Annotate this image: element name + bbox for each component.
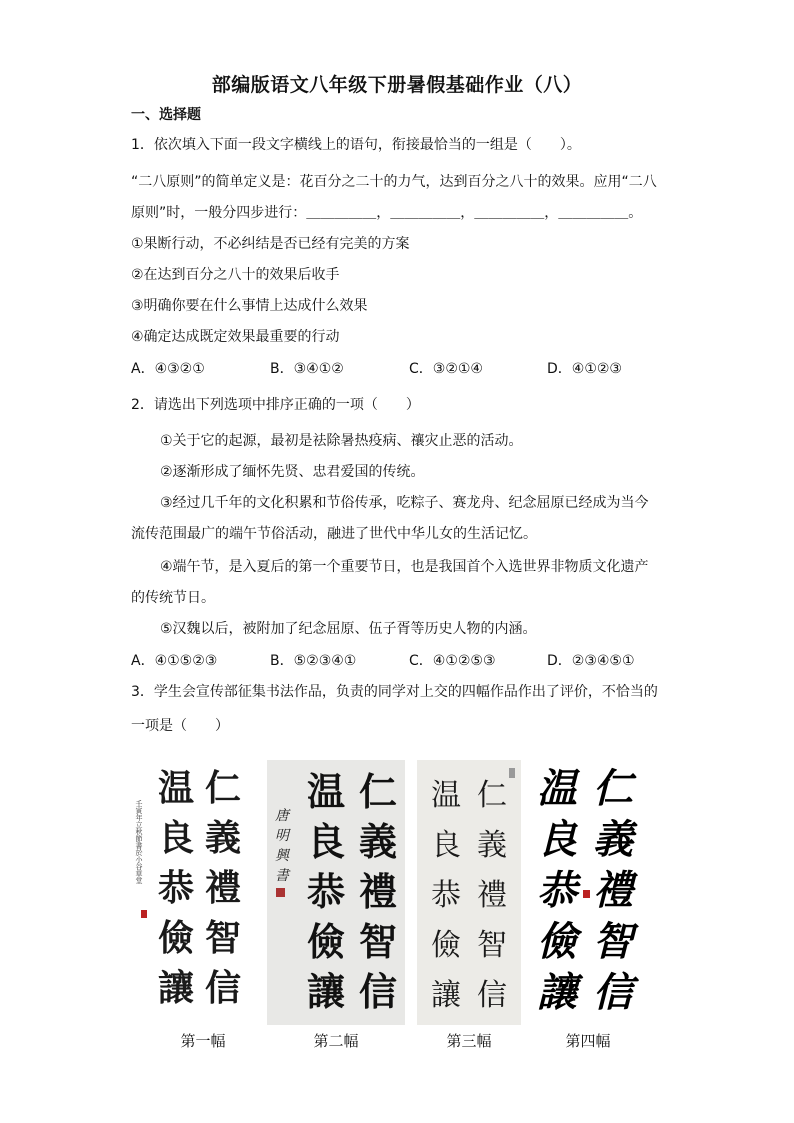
q2-line-7: ⑤汉魏以后，被附加了纪念屈原、伍子胥等历史人物的内涵。	[160, 621, 537, 637]
calligraphy-artwork-2	[267, 760, 405, 1025]
q1-item-2: ②在达到百分之八十的效果后收手	[131, 267, 340, 283]
artwork-2-right-col-char: 智	[359, 919, 398, 964]
q3-stem-line-1: 3．学生会宣传部征集书法作品，负责的同学对上交的四幅作品作出了评价，不恰当的	[131, 684, 658, 700]
artwork-3-right-col-char: 義	[477, 828, 507, 863]
q1-item-1: ①果断行动，不必纠结是否已经有完美的方案	[131, 236, 410, 252]
artwork-2-left-col-char: 温	[307, 769, 346, 814]
q2-line-5: ④端午节，是入夏后的第一个重要节日，也是我国首个入选世界非物质文化遗产	[160, 559, 649, 575]
q1-stem: 1．依次填入下面一段文字横线上的语句，衔接最恰当的一组是（ ）。	[131, 137, 581, 153]
artwork-3-caption: 第三幅	[446, 1032, 492, 1050]
q2-line-2: ②逐渐形成了缅怀先贤、忠君爱国的传统。	[160, 464, 425, 480]
q1-option-d[interactable]: D．④①②③	[547, 361, 622, 377]
calligraphy-artwork-4	[533, 760, 643, 1025]
artwork-3-right-col-char: 智	[477, 928, 507, 963]
artwork-4-right-col-char: 仁	[593, 765, 633, 812]
artwork-1-caption: 第一幅	[180, 1032, 226, 1050]
artwork-3-left-col-char: 讓	[431, 978, 461, 1013]
calligraphy-artwork-1	[133, 760, 263, 1025]
artwork-1-left-col-char: 温	[158, 767, 195, 809]
artwork-2-signature-char: 書	[275, 868, 289, 884]
q2-line-3: ③经过几千年的文化积累和节俗传承，吃粽子、赛龙舟、纪念屈原已经成为当今	[160, 495, 649, 511]
artwork-4-left-col-char: 讓	[537, 969, 577, 1016]
calligraphy-artwork-3	[417, 760, 521, 1025]
q1-item-3: ③明确你要在什么事情上达成什么效果	[131, 298, 368, 314]
artwork-2-signature-char: 明	[275, 828, 289, 844]
section-heading: 一、选择题	[131, 107, 201, 123]
artwork-3-left-col-char: 恭	[431, 878, 461, 913]
artwork-2-left-col-char: 恭	[307, 869, 346, 914]
red-seal-stamp	[141, 910, 147, 918]
artwork-1-inscription: 壬寅年立秋節書於小谷草堂	[135, 800, 143, 884]
q1-option-c[interactable]: C．③②①④	[409, 361, 483, 377]
artwork-4-right-col-char: 信	[593, 969, 633, 1016]
artwork-2-right-col-char: 義	[359, 819, 398, 864]
seal-stamp	[509, 768, 515, 778]
artwork-2-caption: 第二幅	[313, 1032, 359, 1050]
artwork-4-left-col-char: 良	[537, 816, 577, 863]
q2-stem: 2．请选出下列选项中排序正确的一项（ ）	[131, 397, 420, 413]
q1-paragraph-line-2: 原则”时，一般分四步进行：＿＿＿＿＿，＿＿＿＿＿，＿＿＿＿＿，＿＿＿＿＿。	[131, 205, 643, 221]
q2-option-d[interactable]: D．②③④⑤①	[547, 653, 635, 669]
artwork-1-left-col-char: 良	[158, 817, 195, 859]
artwork-1-right-col-char: 禮	[205, 867, 242, 909]
page-title: 部编版语文八年级下册暑假基础作业（八）	[211, 74, 583, 96]
artwork-1-right-col-char: 仁	[205, 767, 242, 809]
q2-line-6: 的传统节日。	[131, 590, 215, 606]
artwork-3-right-col-char: 信	[477, 978, 507, 1013]
q2-line-1: ①关于它的起源，最初是祛除暑热疫病、禳灾止恶的活动。	[160, 433, 523, 449]
artwork-2-left-col-char: 良	[307, 819, 346, 864]
red-seal-stamp	[276, 888, 285, 897]
artwork-4-right-col-char: 禮	[593, 867, 633, 914]
q1-option-a[interactable]: A．④③②①	[131, 361, 205, 377]
artwork-4-left-col-char: 儉	[537, 918, 577, 965]
artwork-2-signature-char: 唐	[275, 808, 289, 824]
artwork-1-right-col-char: 智	[205, 917, 242, 959]
artwork-2-right-col-char: 禮	[359, 869, 398, 914]
artwork-2-signature-char: 興	[275, 848, 289, 864]
artwork-4-right-col-char: 智	[593, 918, 633, 965]
artwork-1-right-col-char: 義	[205, 817, 242, 859]
artwork-3-left-col-char: 温	[431, 778, 461, 813]
artwork-3-right-col-char: 仁	[477, 778, 507, 813]
red-seal-stamp	[583, 890, 590, 898]
artwork-2-left-col-char: 儉	[307, 919, 346, 964]
q2-option-b[interactable]: B．⑤②③④①	[270, 653, 357, 669]
artwork-1-left-col-char: 儉	[158, 917, 195, 959]
artwork-2-left-col-char: 讓	[307, 969, 346, 1014]
q2-option-a[interactable]: A．④①⑤②③	[131, 653, 218, 669]
artwork-1-right-col-char: 信	[205, 967, 242, 1009]
artwork-4-left-col-char: 恭	[537, 867, 577, 914]
q1-option-b[interactable]: B．③④①②	[270, 361, 344, 377]
artwork-2-right-col-char: 仁	[359, 769, 398, 814]
artwork-3-left-col-char: 良	[431, 828, 461, 863]
artwork-3-left-col-char: 儉	[431, 928, 461, 963]
q2-option-c[interactable]: C．④①②⑤③	[409, 653, 496, 669]
q3-stem-line-2: 一项是（ ）	[131, 718, 229, 734]
artwork-4-left-col-char: 温	[537, 765, 577, 812]
artwork-3-right-col-char: 禮	[477, 878, 507, 913]
artwork-4-caption: 第四幅	[565, 1032, 611, 1050]
q1-paragraph-line-1: “二八原则”的简单定义是：花百分之二十的力气，达到百分之八十的效果。应用“二八	[131, 174, 657, 190]
artwork-1-left-col-char: 讓	[158, 967, 195, 1009]
q2-line-4: 流传范围最广的端午节俗活动，融进了世代中华儿女的生活记忆。	[131, 526, 537, 542]
artwork-1-left-col-char: 恭	[158, 867, 195, 909]
artwork-4-right-col-char: 義	[593, 816, 633, 863]
artwork-2-right-col-char: 信	[359, 969, 398, 1014]
q1-item-4: ④确定达成既定效果最重要的行动	[131, 329, 340, 345]
